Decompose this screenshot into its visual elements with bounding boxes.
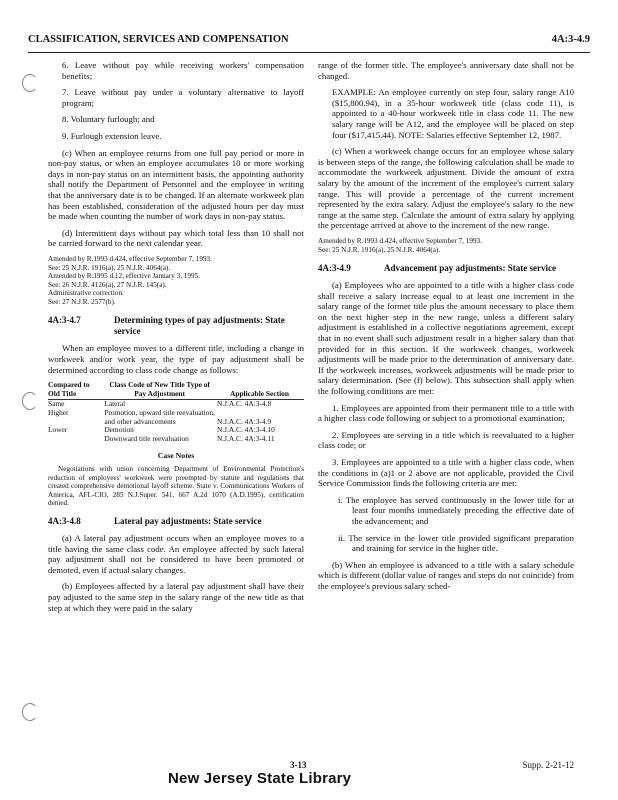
right-column [318,60,574,598]
table-cell: Demotion [104,425,134,435]
source-line: Amended by R.1993 d.424, effective September 7, 1993. [318,236,482,245]
table-header: Compared to Old Title [48,381,104,400]
source-line: Administrative correction. [48,289,124,298]
table-header-row [48,381,304,400]
table-header: Applicable Section [217,381,304,400]
supplement-date: Supp. 2-21-12 [522,760,574,770]
paragraph-b: (b) When an employee is advanced to a title with a salary schedule which is different (dollar value of ranges and steps do not coincide) from the employee's previous salary sched- [318,559,574,591]
paragraph-b-continued: range of the former title. The employee's anniversary date shall not be changed. [318,60,574,81]
paragraph-c: (c) When a workweek change occurs for an employee whose salary is between steps of the range, the following calculation shall be made to accommodate the workweek adjustment. Divide the amount of extra salary by the amount of the increment of the employee's current salary range. This will provide a percentage of the current increment represented by the extra salary. Adjust the employee's salary to the new range at the same step. Calculate the amount of extra salary by applying the percentage arrived at above to the increment of the new range. [318,146,574,231]
class-code-table [48,381,304,443]
example-paragraph: EXAMPLE: An employee currently on step four, salary range A10 ($15,800.94), in a 35-hour workweek title (class code 11), is appointed to a 40-hour workweek title in class code 11. The new salary range will be A12, and the employee will be placed on step four ($17,415.44). NOTE: Salaries effective September 12, 1987. [332,87,574,140]
list-item: 2. Employees are serving in a title which is reevaluated to a higher class code; or [318,429,574,451]
table-cell [48,435,104,444]
table-row [48,409,304,426]
paragraph-a: (a) A lateral pay adjustment occurs when an employee moves to a title having the same class code. An employee affected by such lateral pay adjustment shall not be considered to have been promoted or demoted, even if actual salary changes. [48,532,304,575]
paragraph-d: (d) Intermittent days without pay which total less than 10 shall not be carried forward to the next calendar year. [48,227,304,249]
header-section: 4A:3-4.9 [551,34,590,45]
punch-hole-mark [22,703,38,721]
paragraph-b: (b) Employees affected by a lateral pay adjustment shall have their pay adjusted to the same step in the salary range of the new title as that step at which they were paid in the salary [48,581,304,613]
section-number: 4A:3-4.9 [318,263,351,274]
list-item: 8. Voluntary furlough; and [62,114,155,125]
table-cell: Same [48,399,65,409]
section-number: 4A:3-4.8 [48,515,81,526]
running-header [28,34,590,53]
table-header: Class Code of New Title Type of Pay Adjustment [104,381,217,400]
punch-hole-mark [22,392,38,410]
list-item: 1. Employees are appointed from their permanent title to a title with a higher class code following or subject to a promotional examination; [318,402,574,424]
section-intro: When an employee moves to a different title, including a change in workweek and/or work year, the type of pay adjustment shall be determined according to class code change as follows: [48,343,304,375]
header-title: CLASSIFICATION, SERVICES AND COMPENSATION [28,34,289,45]
section-title: Lateral pay adjustments: State service [114,515,262,526]
source-line: See: 27 N.J.R. 2577(b). [48,297,116,306]
table-cell: Lateral [104,399,126,409]
section-heading-4-9 [318,263,574,274]
table-cell: Lower [48,425,68,435]
table-cell: N.J.A.C. 4A:3-4.9 [216,416,272,426]
source-line: See: 25 N.J.R. 1916(a), 25 N.J.R. 4064(a). [318,245,441,254]
source-note [318,237,574,254]
table-cell: Higher [48,408,69,418]
source-line: See: 26 N.J.R. 4126(a), 27 N.J.R. 145(a). [48,280,167,289]
table-cell: N.J.A.C. 4A:3-4.11 [216,433,275,443]
table-cell: N.J.A.C. 4A:3-4.8 [216,399,272,409]
section-number: 4A:3-4.7 [48,315,81,326]
source-line: Amended by R.1995 d.12, effective January 3, 1995. [48,272,200,281]
sub-list-item: ii. The service in the lower title provided significant preparation and training for service in the higher title. [338,532,574,554]
paragraph-c: (c) When an employee returns from one full pay period or more in non-pay status, or when an employee accumulates 10 or more working days in non-pay status on an intermittent basis, the appointing authority shall notify the Department of Personnel and the employee in writing that the anniversary date is to be changed. If an alternate workweek plan has been established, consideration of the adjusted hours per day must be made when counting the number of work days in non-pay status. [48,147,304,222]
list-item: 7. Leave without pay under a voluntary alternative to layoff program; [62,87,304,108]
library-watermark: New Jersey State Library [168,770,352,787]
left-column [48,60,304,619]
page-number: 3-13 [290,760,307,770]
list-item: 3. Employees are appointed to a title with a higher class code, when the conditions in (a)1 or 2 above are not applicable, provided the Civil Service Commission finds the following criteria are met: [318,457,574,489]
list-item: 6. Leave without pay while receiving workers' compensation benefits; [62,60,304,81]
source-line: Amended by R.1993 d.424, effective September 7, 1993. [48,254,212,263]
list-item: 9. Furlough extension leave. [62,130,162,141]
sub-list-item: i. The employee has served continuously in the lower title for at least four months immediately preceding the effective date of the advancement; and [338,494,574,526]
source-line: See: 25 N.J.R. 1916(a), 25 N.J.R. 4064(a). [48,263,171,272]
section-title: Determining types of pay adjustments: State service [114,315,285,337]
table-cell: N.J.A.C. 4A:3-4.10 [216,425,275,435]
table-row [48,435,304,444]
paragraph-a: (a) Employees who are appointed to a title with a higher class code shall receive a salary increase equal to at least one increment in the salary range of the former title plus the amount necessary to place them on the next higher step in the new range, unless a different salary adjustment is established in a collective negotiations agreement, except that in no event shall such adjustment result in a higher salary than that provided for in this section. If the workweek changes, workweek adjustments will be made prior to the determination of anniversary date. If the workweek increases, workweek adjustments will be made prior to salary determination. (See (f) below). This subsection shall apply when the following conditions are met: [318,280,574,397]
table-cell: Promotion, upward title reevaluation, and other advancements [104,408,215,426]
punch-hole-mark [22,74,38,92]
case-notes-text: Negotiations with union concerning Department of Environmental Protection's reduction of employees' workweek were preempted by statute and regulations that created comprehensive demotional layoff scheme. State v. Communications Workers of America, AFL-CIO, 285 N.J.Super. 541, 667 A.2d 1070 (A.D.1995), certification denied. [48,465,304,508]
source-note [48,255,304,307]
table-cell: Downward title reevaluation [104,433,189,443]
case-notes-title: Case Notes [157,451,195,461]
section-heading-4-7 [48,315,304,337]
section-title: Advancement pay adjustments: State service [384,263,556,274]
section-heading-4-8 [48,516,304,527]
